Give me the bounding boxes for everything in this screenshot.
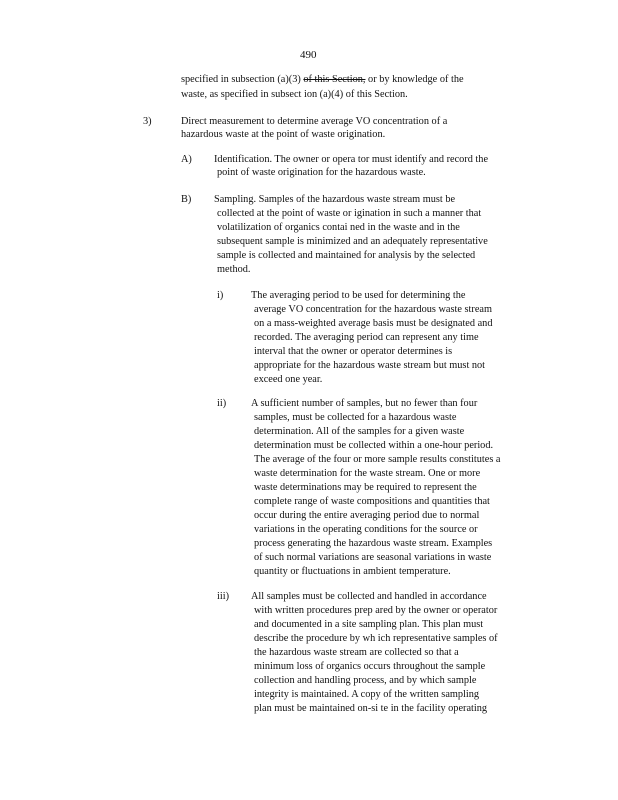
item-3-marker: 3) [143, 116, 152, 127]
paragraph-line: method. [217, 264, 251, 275]
paragraph-line: and documented in a site sampling plan. This plan must [254, 619, 484, 630]
intro-line-1-post: or by knowledge of the [368, 74, 464, 85]
paragraph-line: Sampling. Samples of the hazardous waste stream must be [214, 194, 456, 205]
paragraph-line: The averaging period to be used for determining the [251, 290, 466, 301]
paragraph-line: process generating the hazardous waste stream. Examples [254, 538, 493, 549]
intro-line-1-pre: specified in subsection (a)(3) [181, 74, 301, 85]
paragraph-line: quantity or fluctuations in ambient temperature. [254, 566, 451, 577]
page-number: 490 [300, 49, 317, 61]
paragraph-line: waste determination for the waste stream. One or more [254, 468, 481, 479]
paragraph-line: plan must be maintained on-si te in the facility operating [254, 703, 488, 714]
item-b-paragraph [214, 193, 534, 277]
paragraph-line: samples, must be collected for a hazardous waste [254, 412, 457, 423]
item-ii-marker: ii) [217, 398, 227, 409]
item-3-line-1: Direct measurement to determine average VO concentration of a [181, 116, 448, 127]
item-b-marker: B) [181, 194, 192, 205]
paragraph-line: collected at the point of waste or igination in such a manner that [217, 208, 482, 219]
paragraph-line: occur during the entire averaging period due to normal [254, 510, 480, 521]
paragraph-line: determination must be collected within a one-hour period. [254, 440, 494, 451]
paragraph-line: variations in the operating conditions for the source or [254, 524, 478, 535]
paragraph-line: exceed one year. [254, 374, 323, 385]
item-3-line-2: hazardous waste at the point of waste origination. [181, 129, 386, 140]
item-i-marker: i) [217, 290, 224, 301]
paragraph-line: A sufficient number of samples, but no fewer than four [251, 398, 478, 409]
item-a-line-2: point of waste origination for the hazardous waste. [217, 167, 426, 178]
paragraph-line: collection and handling process, and by which sample [254, 675, 477, 686]
paragraph-line: waste determinations may be required to represent the [254, 482, 477, 493]
item-ii-paragraph [251, 397, 551, 579]
paragraph-line: the hazardous waste stream are collected so that a [254, 647, 459, 658]
item-a-marker: A) [181, 154, 192, 165]
paragraph-line: sample is collected and maintained for analysis by the selected [217, 250, 476, 261]
paragraph-line: volatilization of organics contai ned in the waste and in the [217, 222, 460, 233]
paragraph-line: minimum loss of organics occurs throughout the sample [254, 661, 486, 672]
paragraph-line: on a mass-weighted average basis must be designated and [254, 318, 493, 329]
struck-text: of this Section, [303, 74, 366, 85]
paragraph-line: of such normal variations are seasonal variations in waste [254, 552, 492, 563]
paragraph-line: complete range of waste compositions and quantities that [254, 496, 490, 507]
paragraph-line: describe the procedure by wh ich representative samples of [254, 633, 498, 644]
paragraph-line: appropriate for the hazardous waste stream but must not [254, 360, 486, 371]
item-iii-paragraph [251, 590, 541, 716]
paragraph-line: average VO concentration for the hazardous waste stream [254, 304, 492, 315]
paragraph-line: integrity is maintained. A copy of the written sampling [254, 689, 480, 700]
paragraph-line: The average of the four or more sample results constitutes a [254, 454, 501, 465]
item-iii-marker: iii) [217, 591, 230, 602]
paragraph-line: with written procedures prep ared by the owner or operator [254, 605, 498, 616]
intro-line-2: waste, as specified in subsect ion (a)(4) of this Section. [181, 89, 408, 100]
paragraph-line: interval that the owner or operator determines is [254, 346, 453, 357]
paragraph-line: recorded. The averaging period can represent any time [254, 332, 479, 343]
intro-line-1 [181, 73, 464, 87]
paragraph-line: subsequent sample is minimized and an adequately representative [217, 236, 488, 247]
item-i-paragraph [251, 289, 541, 387]
paragraph-line: determination. All of the samples for a given waste [254, 426, 465, 437]
item-a-line-1: Identification. The owner or opera tor must identify and record the [214, 154, 489, 165]
paragraph-line: All samples must be collected and handled in accordance [251, 591, 487, 602]
